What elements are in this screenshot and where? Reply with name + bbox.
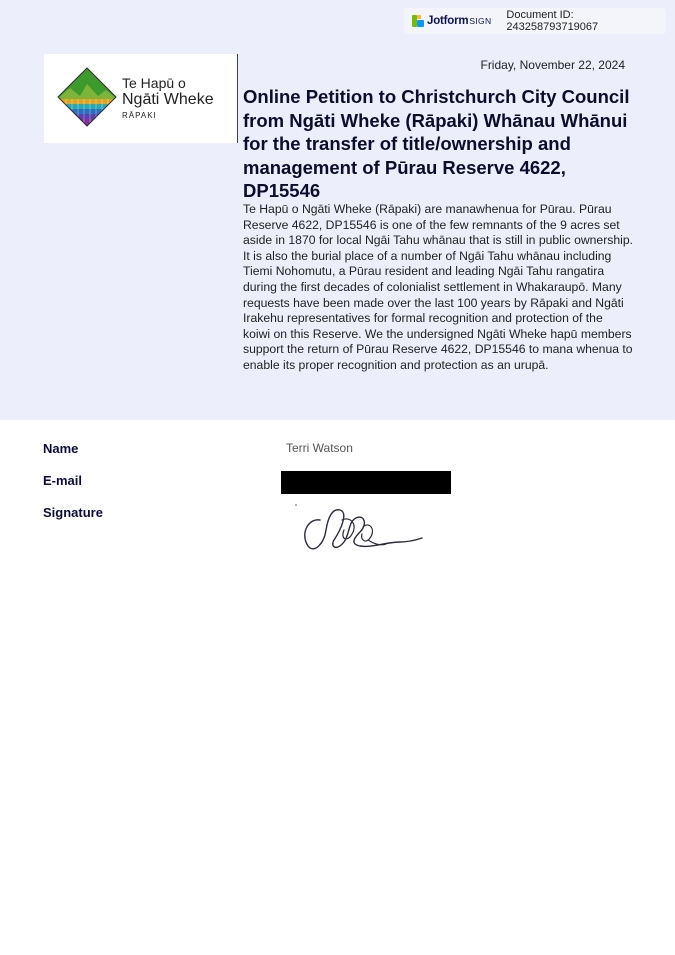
logo-line-1: Te Hapū o bbox=[122, 75, 186, 91]
signature-image bbox=[290, 500, 430, 560]
organization-logo bbox=[44, 54, 238, 143]
document-id-badge bbox=[404, 8, 666, 34]
petition-body: Te Hapū o Ngāti Wheke (Rāpaki) are manawhenua for Pūrau. Pūrau Reserve 4622, DP15546 is one of the few remnants of the 9 acres set aside in 1870 for local Ngāi Tahu whānau that is still in public ownership. It is also the burial place of a number of Ngāi Tahu whānau including Tiemi Nohomutu, a Pūrau resident and leading Ngāi Tahu rangatira during the first decades of colonialist settlement in Whakaraupō. Many requests have been made over the last 100 years by Rāpaki and Ngāti Irakehu representatives for formal recognition and protection of the koiwi on this Reserve. We the undersigned Ngāti Wheke hapū members support the return of Pūrau Reserve 4622, DP15546 to mana whenua to enable its proper recognition and protection as an urupā. bbox=[243, 202, 634, 372]
email-redacted-value bbox=[281, 471, 451, 494]
signature-label: Signature bbox=[43, 505, 103, 520]
name-value: Terri Watson bbox=[286, 441, 353, 455]
name-label: Name bbox=[43, 441, 79, 456]
email-label: E-mail bbox=[43, 473, 83, 488]
mountain-diamond-icon bbox=[56, 66, 118, 128]
jotform-sign-logo bbox=[412, 15, 491, 27]
petition-title: Online Petition to Christchurch City Council from Ngāti Wheke (Rāpaki) Whānau Whānui for the transfer of title/ownership and management of Pūrau Reserve 4622, DP15546 bbox=[243, 86, 630, 201]
document-date: Friday, November 22, 2024 bbox=[480, 58, 625, 72]
document-id: Document ID: 243258793719067 bbox=[506, 9, 599, 33]
logo-line-2: Ngāti Wheke bbox=[122, 91, 214, 108]
jotform-icon bbox=[412, 15, 424, 27]
logo-line-3: RĀPAKI bbox=[122, 111, 157, 120]
jotform-sign-suffix: SIGN bbox=[469, 16, 492, 26]
logo-text bbox=[122, 76, 214, 120]
jotform-wordmark: Jotform bbox=[427, 15, 469, 27]
